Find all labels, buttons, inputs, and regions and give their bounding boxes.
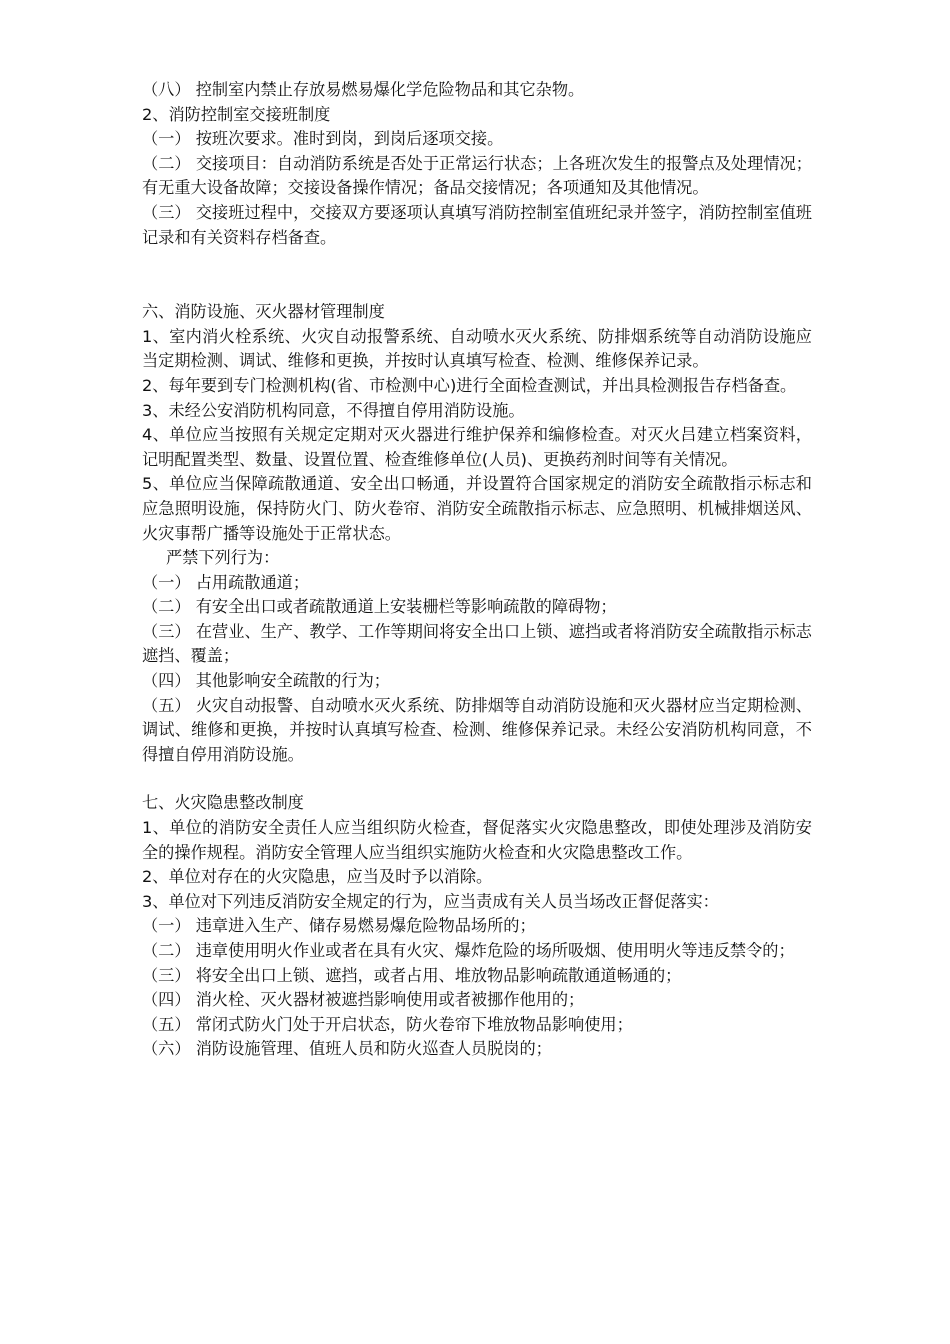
paragraph: 2、每年要到专门检测机构(省、市检测中心)进行全面检查测试，并出具检测报告存档备查。 <box>142 375 797 395</box>
paragraph: （二） 交接项目：自动消防系统是否处于正常运行状态；上各班次发生的报警点及处理情况；有无重大设备故障；交接设备操作情况；备品交接情况；各项通知及其他情况。 <box>142 153 812 198</box>
paragraph: 3、单位对下列违反消防安全规定的行为，应当责成有关人员当场改正督促落实： <box>142 891 719 911</box>
paragraph: 1、单位的消防安全责任人应当组织防火检查，督促落实火灾隐患整改，即使处理涉及消防安全的操作规程。消防安全管理人应当组织实施防火检查和火灾隐患整改工作。 <box>142 818 812 862</box>
paragraph: （八） 控制室内禁止存放易燃易爆化学危险物品和其它杂物。 <box>142 80 585 99</box>
paragraph: （三） 交接班过程中，交接双方要逐项认真填写消防控制室值班纪录并签字，消防控制室值班记录和有关资料存档备查。 <box>142 202 812 247</box>
paragraph: （六） 消防设施管理、值班人员和防火巡查人员脱岗的； <box>142 1039 552 1059</box>
paragraph: （一） 按班次要求。准时到岗，到岗后逐项交接。 <box>142 129 504 149</box>
paragraph: （二） 有安全出口或者疏散通道上安装栅栏等影响疏散的障碍物； <box>142 597 617 617</box>
paragraph: （一） 占用疏散通道； <box>142 572 310 592</box>
paragraph: （五） 常闭式防火门处于开启状态，防火卷帘下堆放物品影响使用； <box>142 1014 633 1034</box>
spacer <box>142 767 812 791</box>
paragraph: （四） 其他影响安全疏散的行为； <box>142 671 390 691</box>
section-heading: 七、火灾隐患整改制度 <box>142 793 304 813</box>
paragraph: （四） 消火栓、灭火器材被遮挡影响使用或者被挪作他用的； <box>142 990 585 1010</box>
document-body <box>142 78 812 1062</box>
paragraph: 1、室内消火栓系统、火灾自动报警系统、自动喷水灭火系统、防排烟系统等自动消防设施应当定期检测、调试、维修和更换，并按时认真填写检查、检测、维修保养记录。 <box>142 326 812 371</box>
paragraph: 2、单位对存在的火灾隐患，应当及时予以消除。 <box>142 867 493 887</box>
section-heading: 六、消防设施、灭火器材管理制度 <box>142 302 385 322</box>
paragraph: （三） 在营业、生产、教学、工作等期间将安全出口上锁、遮挡或者将消防安全疏散指示标志遮挡、覆盖； <box>142 621 812 666</box>
paragraph: 4、单位应当按照有关规定定期对灭火器进行维护保养和编修检查。对灭火吕建立档案资料，记明配置类型、数量、设置位置、检查维修单位(人员)、更换药剂时间等有关情况。 <box>142 425 812 469</box>
paragraph: （二） 违章使用明火作业或者在具有火灾、爆炸危险的场所吸烟、使用明火等违反禁令的； <box>142 941 795 960</box>
paragraph: （五） 火灾自动报警、自动喷水灭火系统、防排烟等自动消防设施和灭火器材应当定期检测、调试、维修和更换，并按时认真填写检查、检测、维修保养记录。未经公安消防机构同意，不得擅自停用消防设施。 <box>142 695 812 764</box>
paragraph: 5、单位应当保障疏散通道、安全出口畅通，并设置符合国家规定的消防安全疏散指示标志和应急照明设施，保持防火门、防火卷帘、消防安全疏散指示标志、应急照明、机械排烟送风、火灾事帮广播等设施处于正常状态。 <box>142 474 812 543</box>
paragraph: （一） 违章进入生产、储存易燃易爆危险物品场所的； <box>142 916 536 936</box>
spacer <box>142 250 812 300</box>
paragraph: 严禁下列行为： <box>166 548 280 568</box>
paragraph: 3、未经公安消防机构同意，不得擅自停用消防设施。 <box>142 400 525 420</box>
section-heading: 2、消防控制室交接班制度 <box>142 104 331 124</box>
paragraph: （三） 将安全出口上锁、遮挡，或者占用、堆放物品影响疏散通道畅通的； <box>142 965 682 985</box>
